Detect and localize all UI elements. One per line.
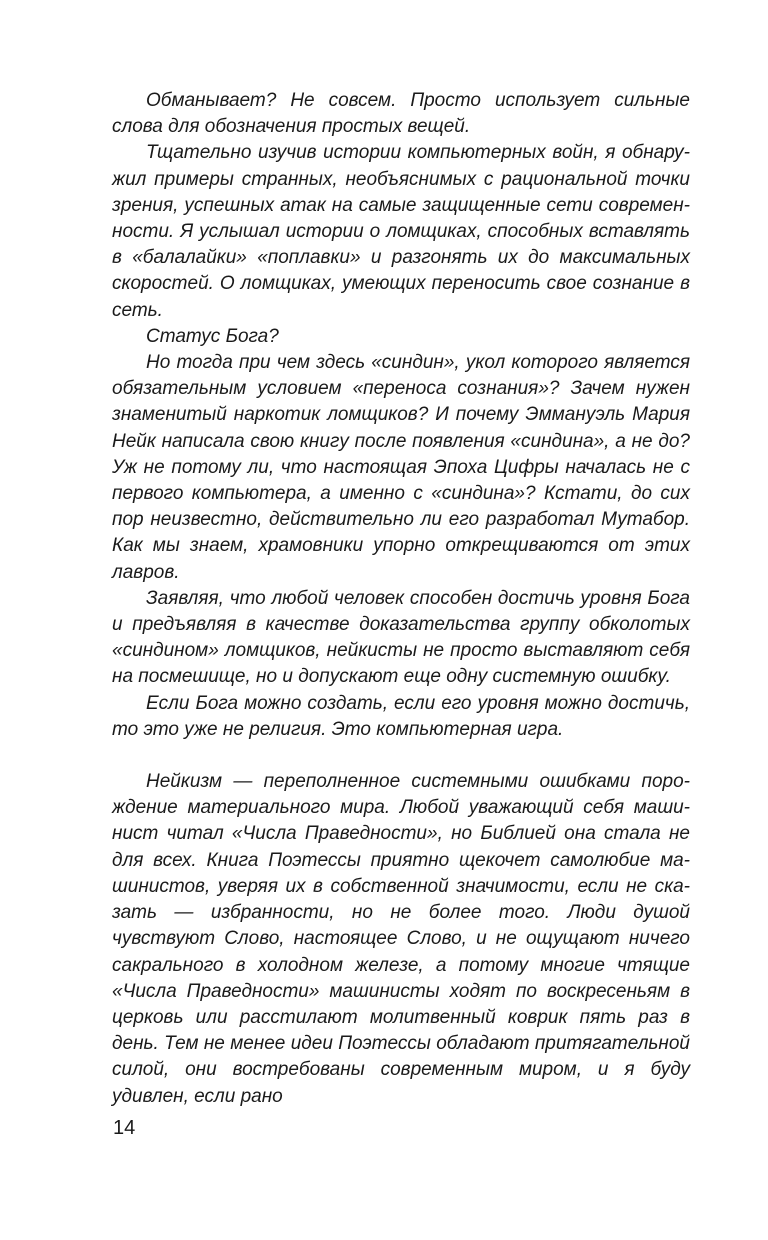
paragraph: Если Бога можно создать, если его уровня можно достичь, то это уже не религия. Это компьютерная игра.: [112, 692, 690, 740]
paragraph: Но тогда при чем здесь «синдин», укол которого является обязательным условием «переноса сознания»? Зачем нужен знаменитый наркотик ломщиков? И почему Эммануэль Мария Нейк написала свою книгу после появления «синдина», а не до? Уж не потому ли, что настоящая Эпоха Цифры началась не с первого компьютера, а именно с «синдина»? Кстати, до сих пор неизвестно, действительно ли его разработал Мутабор. Как мы знаем, храмовники упорно открещиваются от этих лавров.: [112, 352, 690, 583]
page-number: 14: [113, 1117, 136, 1139]
page-body-text: [112, 88, 690, 1110]
paragraph: Статус Бога?: [146, 325, 279, 347]
paragraph: Тщательно изучив истории компьютерных войн, я обнаружил примеры странных, необъяснимых с рациональной точки зрения, успешных атак на самые защищенные сети современности. Я услышал истории о ломщиках, способных вставлять в «балалайки» «поплавки» и разгонять их до максимальных скоростей. О ломщиках, умеющих переносить свое сознание в сеть.: [112, 142, 690, 321]
paragraph: Обманывает? Не совсем. Просто использует сильные слова для обозначения простых вещей.: [112, 90, 690, 138]
paragraph: Нейкизм — переполненное системными ошибками порождение материального мира. Любой уважающий себя машинист читал «Числа Праведности», но Библией она стала не для всех. Книга Поэтессы приятно щекочет самолюбие машинистов, уверяя их в собственной значимости, если не сказать — избранности, но не более того. Люди душой чувствуют Слово, настоящее Слово, и не ощущают ничего сакрального в холодном железе, а потому многие чтящие «Числа Праведности» машинисты ходят по воскресеньям в церковь или расстилают молитвенный коврик пять раз в день. Тем не менее идеи Поэтессы обладают притягательной силой, они востребованы современным миром, и я буду удивлен, если рано: [112, 771, 690, 1107]
paragraph: Заявляя, что любой человек способен достичь уровня Бога и предъявляя в качестве доказательства группу обколотых «синдином» ломщиков, нейкисты не просто выставляют себя на посмешище, но и допускают еще одну системную ошибку.: [112, 587, 690, 688]
